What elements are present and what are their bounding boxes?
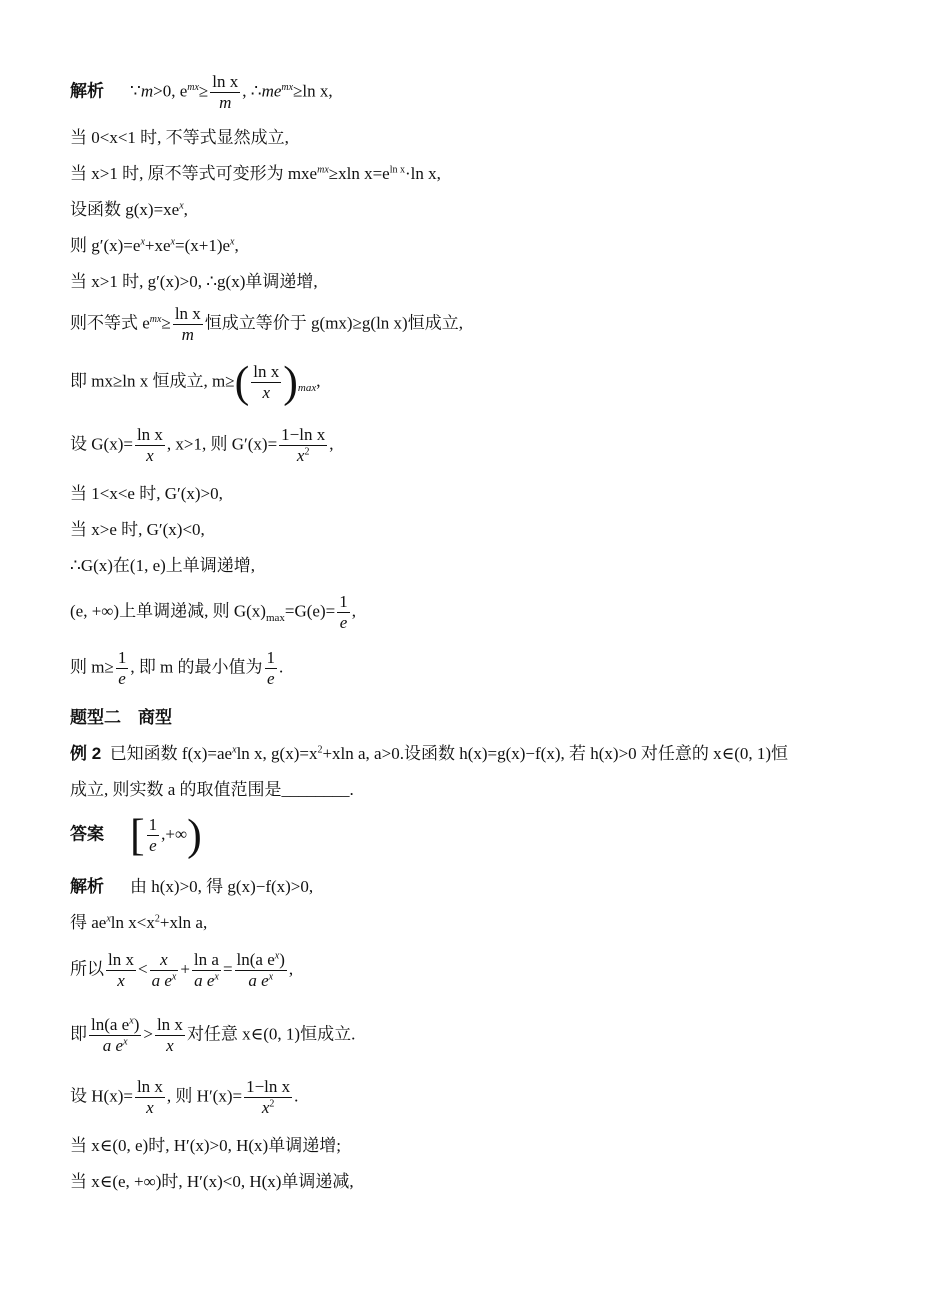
var: a e: [194, 971, 215, 990]
denominator: x: [166, 1036, 174, 1055]
line-11: 当 x>e 时, G′(x)<0,: [70, 520, 205, 539]
punct: ,: [234, 236, 239, 255]
text: 得 ae: [70, 913, 107, 932]
var: me: [261, 81, 282, 101]
exponent: 2: [317, 744, 323, 756]
exponent: x: [106, 913, 111, 925]
exponent: 2: [154, 913, 160, 925]
text: 则 m≥: [70, 657, 114, 677]
line-3: 当 x>1 时, 原不等式可变形为 mxe$^{mx}$≥xln $x=e^{ln x}\cdot\ln$ x,: [70, 164, 441, 183]
fraction: [279, 425, 327, 466]
plus-sign: +: [180, 959, 190, 979]
denominator: e: [149, 836, 157, 855]
text: +xln a, a>0.设函数 h(x)=g(x)−f(x), 若 h(x)>0 对任意的 x∈(0, 1)恒: [322, 744, 789, 763]
exponent: x: [123, 1036, 128, 1048]
var: x: [261, 1098, 270, 1117]
line-14: [70, 648, 283, 689]
text: , 即 m 的最小值为: [130, 657, 263, 677]
denominator: x: [262, 383, 271, 402]
var-m: m: [140, 81, 154, 101]
numerator: 1: [117, 648, 127, 667]
analysis-line-7: 当 x∈(0, e)时, H′(x)>0, H(x)单调递增;: [70, 1136, 341, 1155]
text: 则 g′(x)=e: [70, 236, 141, 255]
var: x: [296, 446, 305, 465]
text: 当 x>1 时, 原不等式可变形为 mxe: [70, 164, 318, 183]
example-line-2: 成立, 则实数 a 的取值范围是________.: [70, 780, 354, 799]
analysis-line-1: [70, 72, 333, 113]
text: ln x, g(x)=x: [236, 744, 318, 763]
text: ln(a e: [91, 1015, 130, 1034]
fraction: [150, 950, 179, 991]
text: 已知函数 f(x)=ae: [109, 744, 233, 763]
denominator: e: [267, 669, 275, 688]
denominator: x: [146, 446, 154, 465]
line-10: 当 1<x<e 时, G′(x)>0,: [70, 484, 223, 503]
analysis-line-5: [70, 1015, 355, 1056]
exponent: x: [140, 236, 145, 248]
line-8: [70, 357, 321, 407]
numerator: ln x: [136, 1077, 163, 1096]
text: , ∴: [242, 81, 262, 101]
text: ,+∞: [161, 824, 188, 844]
exponent: x: [274, 950, 280, 962]
text: (e, +∞)上单调递减, 则 G(x): [70, 601, 266, 621]
var: a e: [151, 971, 172, 990]
analysis-line-2: [70, 875, 313, 899]
text: =(x+1)e: [174, 236, 231, 255]
fraction: [265, 648, 278, 689]
numerator: 1: [266, 648, 276, 667]
var: a e: [248, 971, 269, 990]
var: a e: [102, 1036, 124, 1055]
text: ln x<x: [110, 913, 155, 932]
punct: .: [294, 1086, 299, 1106]
exponent: x: [179, 200, 184, 212]
ge-sign: ≥: [198, 81, 209, 101]
punct: ,: [351, 601, 356, 621]
numerator: ln a: [193, 950, 219, 969]
punct: ,: [288, 959, 294, 979]
because-symbol: ∵: [130, 81, 141, 101]
fraction: [116, 648, 129, 689]
line-4: [70, 198, 188, 222]
exponent: x: [268, 971, 274, 983]
text: +xln a,: [159, 913, 208, 932]
numerator: ln x: [136, 425, 163, 444]
text: 恒成立等价于 g(mx)≥g(ln x)恒成立,: [204, 313, 463, 333]
exponent: mx: [281, 81, 294, 93]
fraction: [337, 592, 350, 633]
exponent: mx: [149, 313, 162, 325]
numerator: 1−ln x: [281, 425, 326, 444]
text: ≥ln x,: [293, 81, 333, 101]
left-paren: (: [234, 357, 250, 407]
fraction: [135, 1077, 165, 1118]
lt-sign: <: [137, 959, 148, 979]
right-paren: ): [187, 810, 202, 860]
text: 设函数 g(x)=xe: [70, 200, 180, 219]
subscript: max: [297, 381, 317, 394]
punct: ,: [316, 371, 321, 391]
ge-sign: ≥: [161, 313, 171, 333]
exponent: x: [171, 971, 177, 983]
exponent: 2: [304, 446, 310, 458]
answer-label: 答案: [70, 824, 104, 844]
text: ·ln x,: [405, 164, 441, 183]
subscript: max: [265, 611, 285, 624]
text: 即 mx≥ln x 恒成立, m≥: [70, 371, 235, 391]
exponent: mx: [187, 81, 199, 93]
fraction: [192, 950, 221, 991]
numerator: 1: [148, 815, 158, 834]
text: =G(e)=: [284, 601, 336, 621]
punct: ,: [183, 200, 188, 219]
analysis-label: 解析: [70, 81, 104, 101]
text: 由 h(x)>0, 得 g(x)−f(x)>0,: [130, 877, 314, 896]
exponent: x: [232, 744, 237, 756]
analysis-line-6: [70, 1077, 298, 1118]
numerator: x: [150, 950, 179, 971]
line-6: 当 x>1 时, g′(x)>0, ∴g(x)单调递增,: [70, 272, 318, 291]
example-line-1: [70, 742, 788, 766]
gt-sign: >: [143, 1024, 153, 1044]
text: ≥xln x=e: [328, 164, 390, 183]
text: ): [133, 1015, 140, 1034]
eq-sign: =: [222, 959, 233, 979]
text: ): [279, 950, 285, 969]
exponent: 2: [269, 1098, 275, 1110]
analysis-line-3: [70, 911, 207, 935]
line-2: 当 0<x<1 时, 不等式显然成立,: [70, 128, 289, 147]
denominator: x: [117, 971, 125, 990]
exponent: x: [170, 236, 175, 248]
text: 设 G(x)=: [70, 434, 133, 454]
numerator: ln x: [212, 72, 239, 91]
exponent: mx: [317, 164, 329, 176]
text: , 则 H′(x)=: [166, 1086, 243, 1106]
fraction: [89, 1015, 141, 1056]
text: , x>1, 则 G′(x)=: [166, 434, 278, 454]
exponent: x: [214, 971, 219, 983]
text: >0, e: [153, 81, 188, 101]
numerator: 1−ln x: [246, 1077, 291, 1096]
right-paren: ): [283, 357, 298, 407]
line-12: ∴G(x)在(1, e)上单调递增,: [70, 556, 256, 575]
denominator: m: [181, 325, 194, 344]
text: 设 H(x)=: [70, 1086, 133, 1106]
numerator: 1: [339, 592, 348, 611]
exponent: x: [230, 236, 235, 248]
line-9: [70, 425, 333, 466]
fraction: [106, 950, 136, 991]
numerator: ln x: [253, 362, 280, 381]
fraction: [251, 362, 281, 403]
fraction: [210, 72, 240, 113]
analysis-line-8: 当 x∈(e, +∞)时, H′(x)<0, H(x)单调递减,: [70, 1172, 354, 1191]
punct: ,: [329, 434, 334, 454]
fraction: [135, 425, 165, 466]
denominator: e: [339, 613, 348, 632]
section-heading: 题型二 商型: [70, 708, 172, 727]
text: 所以: [70, 959, 104, 979]
fraction: [147, 815, 160, 856]
text: 即: [70, 1024, 87, 1044]
line-5: [70, 234, 239, 258]
analysis-label: 解析: [70, 877, 104, 896]
fraction: [244, 1077, 292, 1118]
answer-line: [70, 810, 202, 860]
text: +xe: [144, 236, 171, 255]
text: ln(a e: [236, 950, 275, 969]
fraction: [173, 304, 203, 345]
line-13: [70, 592, 356, 633]
punct: .: [279, 657, 284, 677]
line-7: [70, 304, 463, 345]
analysis-line-4: [70, 950, 293, 991]
fraction: [155, 1015, 185, 1056]
numerator: ln x: [174, 304, 201, 323]
denominator: e: [118, 669, 126, 688]
denominator: m: [219, 93, 232, 112]
fraction: [235, 950, 287, 991]
left-bracket: [: [130, 810, 145, 860]
example-label: 例 2: [70, 744, 102, 763]
exponent: x: [129, 1015, 134, 1027]
text: 对任意 x∈(0, 1)恒成立.: [186, 1024, 356, 1044]
numerator: ln x: [156, 1015, 183, 1034]
denominator: x: [146, 1098, 154, 1117]
numerator: ln x: [108, 950, 134, 969]
text: 则不等式 e: [70, 313, 150, 333]
